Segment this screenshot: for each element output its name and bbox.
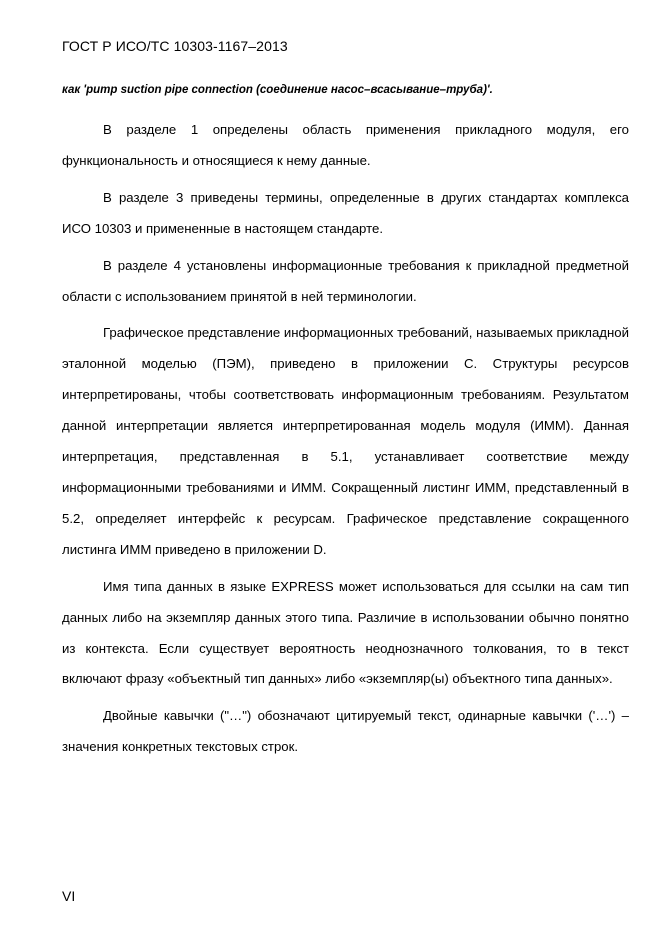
paragraph-section-4: В разделе 4 установлены информационные требования к прикладной предметной области с использованием принятой в ней терминологии. <box>62 257 629 304</box>
paragraph-quotation-marks: Двойные кавычки ("…") обозначают цитируемый текст, одинарные кавычки ('…') – значения конкретных текстовых строк. <box>62 708 629 755</box>
paragraph-express-data-types: Имя типа данных в языке EXPRESS может использоваться для ссылки на сам тип данных либо на экземпляр данных этого типа. Различие в использовании обычно понятно из контекста. Если существует вероятность неоднозначного толкования, то в текст включают фразу «объектный тип данных» либо «экземпляр(ы) объектного типа данных». <box>62 578 629 687</box>
paragraph-section-3: В разделе 3 приведены термины, определенные в других стандартах комплекса ИСО 10303 и примененные в настоящем стандарте. <box>62 189 629 236</box>
body-text <box>62 115 629 769</box>
page-number: VI <box>62 888 76 904</box>
paragraph-graphical-representation: Графическое представление информационных требований, называемых прикладной эталонной моделью (ПЭМ), приведено в приложении С. Структуры ресурсов интерпретированы, чтобы соответствовать информационным требованиям. Результатом данной интерпретации является интерпретированная модель модуля (ИММ). Данная интерпретация, представленная в 5.1, устанавливает соответствие между информационными требованиями и ИММ. Сокращенный листинг ИММ, представленный в 5.2, определяет интерфейс к ресурсам. Графическое представление сокращенного листинга ИММ приведено в приложении D. <box>62 325 629 557</box>
page-header: ГОСТ Р ИСО/ТС 10303-1167–2013 <box>62 38 288 54</box>
intro-line: как 'pump suction pipe connection (соединение насос–всасывание–труба)'. <box>62 84 493 96</box>
paragraph-section-1: В разделе 1 определены область применения прикладного модуля, его функциональность и относящиеся к нему данные. <box>62 122 629 168</box>
